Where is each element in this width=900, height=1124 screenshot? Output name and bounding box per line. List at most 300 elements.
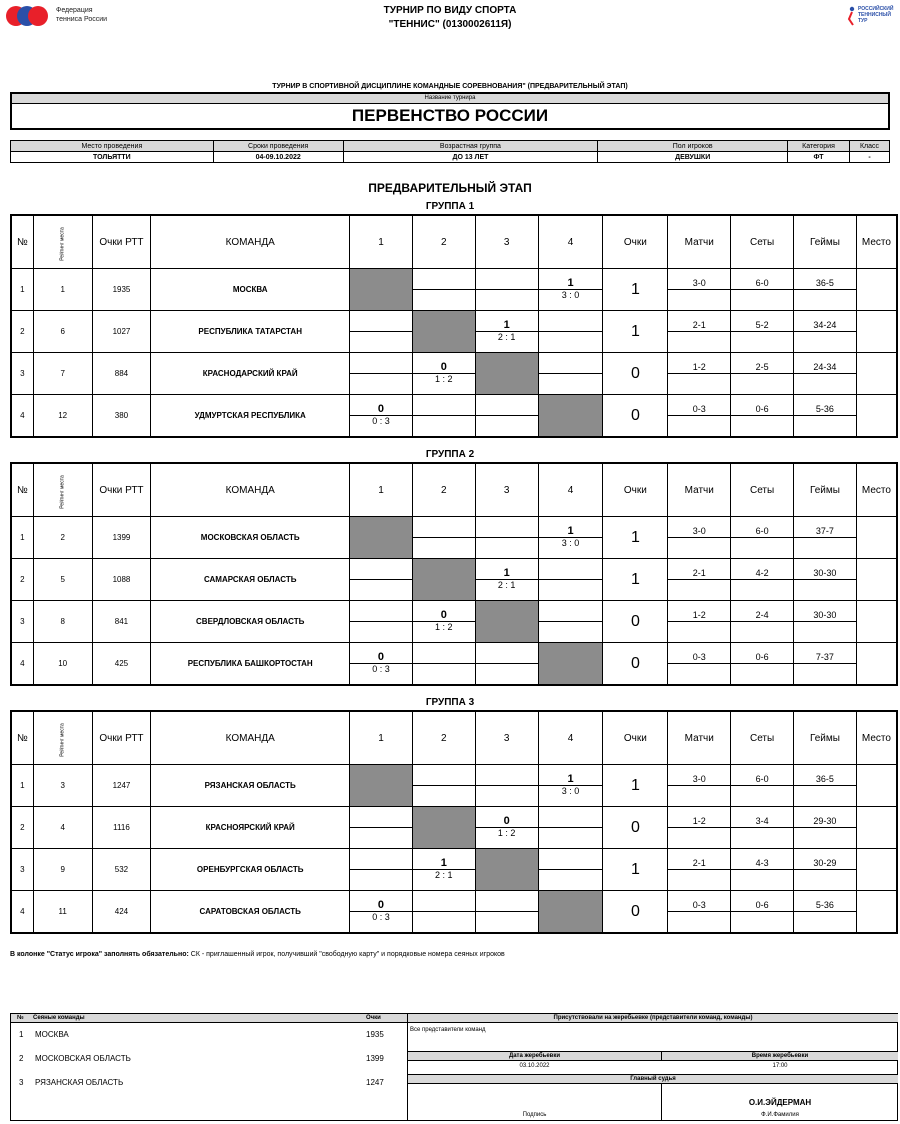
match-result: 0 bbox=[475, 807, 538, 828]
match-score bbox=[475, 786, 538, 807]
empty-cell bbox=[668, 912, 731, 934]
empty-cell bbox=[668, 622, 731, 643]
empty-cell bbox=[731, 290, 794, 311]
logo-line1: Федерация bbox=[56, 7, 93, 14]
empty-cell bbox=[731, 664, 794, 686]
match-score: 2 : 1 bbox=[412, 870, 475, 891]
empty-cell bbox=[668, 786, 731, 807]
row-matches: 2-1 bbox=[668, 849, 731, 870]
empty-cell bbox=[794, 664, 857, 686]
title-line2: "ТЕННИС" (0130002611Я) bbox=[388, 19, 512, 30]
row-seed: 12 bbox=[33, 395, 92, 438]
row-place bbox=[856, 311, 897, 353]
signature-label: Подпись bbox=[522, 1112, 547, 1118]
row-points: 1 bbox=[603, 311, 668, 353]
col-rating-label: Рейтинг места bbox=[59, 226, 66, 261]
col-games: Геймы bbox=[794, 463, 857, 517]
date-value: 03.10.2022 bbox=[519, 1063, 550, 1069]
self-cell bbox=[538, 891, 603, 934]
tennis-player-icon bbox=[845, 6, 857, 26]
match-score bbox=[350, 828, 413, 849]
row-seed: 4 bbox=[33, 807, 92, 849]
rtt-line3: ТУР bbox=[858, 18, 868, 24]
match-score bbox=[538, 828, 603, 849]
group-table bbox=[10, 710, 898, 934]
match-score: 0 : 3 bbox=[350, 416, 413, 438]
col-opponent: 4 bbox=[538, 711, 603, 765]
match-score bbox=[538, 870, 603, 891]
col-opponent: 3 bbox=[475, 711, 538, 765]
group-table bbox=[10, 214, 898, 438]
row-matches: 1-2 bbox=[668, 353, 731, 374]
info-caption: Категория bbox=[788, 141, 850, 152]
row-sets: 0-6 bbox=[731, 643, 794, 664]
tournament-name-box bbox=[10, 92, 890, 130]
table-row bbox=[11, 559, 897, 580]
match-score: 3 : 0 bbox=[538, 786, 603, 807]
row-rtt: 1116 bbox=[92, 807, 151, 849]
row-num: 1 bbox=[11, 517, 33, 559]
match-result bbox=[412, 517, 475, 538]
col-opponent: 2 bbox=[412, 711, 475, 765]
empty-cell bbox=[794, 622, 857, 643]
col-points: Очки bbox=[603, 463, 668, 517]
row-rtt: 532 bbox=[92, 849, 151, 891]
table-row bbox=[11, 807, 897, 828]
row-rtt: 1088 bbox=[92, 559, 151, 601]
row-seed: 7 bbox=[33, 353, 92, 395]
seed-team: РЯЗАНСКАЯ ОБЛАСТЬ bbox=[35, 1078, 124, 1087]
row-seed: 8 bbox=[33, 601, 92, 643]
info-caption: Сроки проведения bbox=[213, 141, 343, 152]
match-score: 3 : 0 bbox=[538, 290, 603, 311]
col-rating bbox=[33, 215, 92, 269]
match-score bbox=[412, 416, 475, 438]
match-score: 1 : 2 bbox=[475, 828, 538, 849]
row-points: 0 bbox=[603, 891, 668, 934]
match-result bbox=[475, 765, 538, 786]
match-result bbox=[412, 765, 475, 786]
seed-team: МОСКОВСКАЯ ОБЛАСТЬ bbox=[35, 1054, 131, 1063]
group-title: ГРУППА 1 bbox=[425, 201, 475, 212]
match-result: 1 bbox=[538, 269, 603, 290]
rtt-logo bbox=[845, 4, 895, 30]
row-place bbox=[856, 395, 897, 438]
present-text: Все представители команд bbox=[410, 1027, 486, 1033]
col-points: Очки bbox=[603, 711, 668, 765]
info-value: ДЕВУШКИ bbox=[598, 152, 788, 163]
row-team: КРАСНОЯРСКИЙ КРАЙ bbox=[151, 807, 350, 849]
col-sets: Сеты bbox=[731, 215, 794, 269]
row-matches: 3-0 bbox=[668, 765, 731, 786]
row-games: 34-24 bbox=[794, 311, 857, 332]
seeded-teams bbox=[11, 1014, 407, 1095]
match-result: 0 bbox=[350, 395, 413, 416]
row-matches: 2-1 bbox=[668, 311, 731, 332]
row-place bbox=[856, 765, 897, 807]
row-sets: 6-0 bbox=[731, 269, 794, 290]
row-team: ОРЕНБУРГСКАЯ ОБЛАСТЬ bbox=[151, 849, 350, 891]
row-team: МОСКОВСКАЯ ОБЛАСТЬ bbox=[151, 517, 350, 559]
row-team: УДМУРТСКАЯ РЕСПУБЛИКА bbox=[151, 395, 350, 438]
match-score bbox=[538, 580, 603, 601]
row-place bbox=[856, 807, 897, 849]
title-line1: ТУРНИР ПО ВИДУ СПОРТА bbox=[383, 5, 517, 16]
empty-cell bbox=[731, 912, 794, 934]
group-title: ГРУППА 3 bbox=[425, 697, 475, 708]
self-cell bbox=[538, 395, 603, 438]
referee-sub: Ф.И.Фамилия bbox=[761, 1112, 799, 1118]
info-value: ДО 13 ЛЕТ bbox=[343, 152, 598, 163]
row-sets: 6-0 bbox=[731, 765, 794, 786]
empty-cell bbox=[668, 290, 731, 311]
match-result bbox=[475, 269, 538, 290]
row-num: 2 bbox=[11, 559, 33, 601]
table-row bbox=[11, 643, 897, 664]
match-score bbox=[412, 290, 475, 311]
col-matches: Матчи bbox=[668, 711, 731, 765]
info-value: - bbox=[850, 152, 890, 163]
row-points: 0 bbox=[603, 395, 668, 438]
table-row bbox=[11, 601, 897, 622]
col-opponent: 2 bbox=[412, 215, 475, 269]
empty-cell bbox=[794, 828, 857, 849]
col-num: № bbox=[11, 711, 33, 765]
note-text: СК - приглашенный игрок, получивший "свободную карту" и порядковые номера сеяных игроков bbox=[190, 951, 505, 958]
empty-cell bbox=[794, 580, 857, 601]
info-value: ФТ bbox=[788, 152, 850, 163]
row-sets: 2-4 bbox=[731, 601, 794, 622]
row-points: 0 bbox=[603, 807, 668, 849]
seed-row bbox=[11, 1071, 407, 1095]
match-result bbox=[538, 311, 603, 332]
table-row bbox=[11, 765, 897, 786]
col-sets: Сеты bbox=[731, 711, 794, 765]
row-team: РЕСПУБЛИКА БАШКОРТОСТАН bbox=[151, 643, 350, 686]
seed-team-caption: Сеяные команды bbox=[33, 1015, 85, 1021]
col-place: Место bbox=[856, 215, 897, 269]
col-place: Место bbox=[856, 711, 897, 765]
row-team: МОСКВА bbox=[151, 269, 350, 311]
time-caption: Время жеребьевки bbox=[662, 1051, 898, 1061]
info-caption: Пол игроков bbox=[598, 141, 788, 152]
referee-caption: Главный судья bbox=[408, 1074, 898, 1084]
match-result: 1 bbox=[475, 311, 538, 332]
row-num: 4 bbox=[11, 643, 33, 686]
match-result bbox=[475, 395, 538, 416]
row-team: СВЕРДЛОВСКАЯ ОБЛАСТЬ bbox=[151, 601, 350, 643]
match-result: 0 bbox=[412, 601, 475, 622]
row-place bbox=[856, 269, 897, 311]
row-seed: 9 bbox=[33, 849, 92, 891]
col-rtt: Очки РТТ bbox=[92, 463, 151, 517]
col-team: КОМАНДА bbox=[151, 463, 350, 517]
info-caption: Возрастная группа bbox=[343, 141, 598, 152]
rtt-line2: ТЕННИСНЫЙ bbox=[858, 12, 891, 18]
row-games: 24-34 bbox=[794, 353, 857, 374]
row-rtt: 1027 bbox=[92, 311, 151, 353]
row-sets: 6-0 bbox=[731, 517, 794, 538]
seed-points: 1247 bbox=[366, 1078, 384, 1087]
row-points: 0 bbox=[603, 601, 668, 643]
row-seed: 6 bbox=[33, 311, 92, 353]
empty-cell bbox=[794, 786, 857, 807]
row-num: 3 bbox=[11, 601, 33, 643]
col-num: № bbox=[11, 463, 33, 517]
row-place bbox=[856, 643, 897, 686]
seed-num: 1 bbox=[19, 1030, 24, 1039]
group-title: ГРУППА 2 bbox=[425, 449, 475, 460]
row-games: 30-30 bbox=[794, 559, 857, 580]
referee-name: О.И.ЭЙДЕРМАН bbox=[748, 1098, 812, 1107]
row-seed: 3 bbox=[33, 765, 92, 807]
col-opponent: 2 bbox=[412, 463, 475, 517]
self-cell bbox=[412, 807, 475, 849]
row-matches: 1-2 bbox=[668, 601, 731, 622]
draw-panel bbox=[407, 1014, 898, 1120]
row-games: 30-29 bbox=[794, 849, 857, 870]
row-rtt: 424 bbox=[92, 891, 151, 934]
row-seed: 2 bbox=[33, 517, 92, 559]
empty-cell bbox=[731, 622, 794, 643]
empty-cell bbox=[794, 912, 857, 934]
empty-cell bbox=[668, 374, 731, 395]
col-team: КОМАНДА bbox=[151, 215, 350, 269]
col-opponent: 1 bbox=[350, 711, 413, 765]
row-num: 4 bbox=[11, 395, 33, 438]
match-result bbox=[538, 353, 603, 374]
match-result bbox=[538, 601, 603, 622]
empty-cell bbox=[668, 870, 731, 891]
self-cell bbox=[350, 269, 413, 311]
col-games: Геймы bbox=[794, 711, 857, 765]
seed-num-caption: № bbox=[17, 1015, 24, 1021]
row-sets: 0-6 bbox=[731, 891, 794, 912]
col-place: Место bbox=[856, 463, 897, 517]
seed-points-caption: Очки bbox=[366, 1015, 381, 1021]
row-place bbox=[856, 601, 897, 643]
row-sets: 2-5 bbox=[731, 353, 794, 374]
row-place bbox=[856, 891, 897, 934]
col-matches: Матчи bbox=[668, 463, 731, 517]
match-result bbox=[350, 601, 413, 622]
row-rtt: 1399 bbox=[92, 517, 151, 559]
seed-points: 1935 bbox=[366, 1030, 384, 1039]
col-opponent: 1 bbox=[350, 463, 413, 517]
date-caption: Дата жеребьевки bbox=[408, 1051, 662, 1061]
row-games: 37-7 bbox=[794, 517, 857, 538]
match-result bbox=[412, 269, 475, 290]
match-score: 1 : 2 bbox=[412, 622, 475, 643]
discipline-subtitle: ТУРНИР В СПОРТИВНОЙ ДИСЦИПЛИНЕ КОМАНДНЫЕ СОРЕВНОВАНИЯ" (ПРЕДВАРИТЕЛЬНЫЙ ЭТАП) bbox=[272, 83, 628, 90]
seed-team: МОСКВА bbox=[35, 1030, 69, 1039]
empty-cell bbox=[731, 416, 794, 438]
seed-row bbox=[11, 1023, 407, 1047]
row-rtt: 1935 bbox=[92, 269, 151, 311]
self-cell bbox=[350, 765, 413, 807]
row-place bbox=[856, 517, 897, 559]
info-value: 04-09.10.2022 bbox=[213, 152, 343, 163]
row-team: КРАСНОДАРСКИЙ КРАЙ bbox=[151, 353, 350, 395]
match-score bbox=[475, 664, 538, 686]
row-num: 3 bbox=[11, 353, 33, 395]
empty-cell bbox=[731, 538, 794, 559]
time-value: 17:00 bbox=[772, 1063, 788, 1069]
match-result bbox=[538, 849, 603, 870]
logo-line2: тенниса России bbox=[56, 16, 108, 23]
match-result: 1 bbox=[538, 517, 603, 538]
self-cell bbox=[475, 601, 538, 643]
row-matches: 3-0 bbox=[668, 517, 731, 538]
self-cell bbox=[412, 559, 475, 601]
row-games: 36-5 bbox=[794, 269, 857, 290]
empty-cell bbox=[731, 828, 794, 849]
stage-title: ПРЕДВАРИТЕЛЬНЫЙ ЭТАП bbox=[368, 181, 532, 195]
match-score bbox=[475, 416, 538, 438]
match-result bbox=[350, 353, 413, 374]
match-score: 0 : 3 bbox=[350, 664, 413, 686]
row-num: 1 bbox=[11, 765, 33, 807]
status-note bbox=[10, 951, 890, 958]
match-score: 3 : 0 bbox=[538, 538, 603, 559]
row-place bbox=[856, 849, 897, 891]
self-cell bbox=[538, 643, 603, 686]
row-place bbox=[856, 559, 897, 601]
match-score bbox=[538, 332, 603, 353]
document-title bbox=[250, 4, 650, 32]
col-opponent: 4 bbox=[538, 215, 603, 269]
row-points: 1 bbox=[603, 849, 668, 891]
match-result bbox=[412, 643, 475, 664]
empty-cell bbox=[731, 332, 794, 353]
col-team: КОМАНДА bbox=[151, 711, 350, 765]
empty-cell bbox=[668, 664, 731, 686]
row-games: 30-30 bbox=[794, 601, 857, 622]
match-result bbox=[538, 807, 603, 828]
match-result: 1 bbox=[538, 765, 603, 786]
match-result bbox=[412, 395, 475, 416]
match-score bbox=[538, 374, 603, 395]
self-cell bbox=[350, 517, 413, 559]
row-place bbox=[856, 353, 897, 395]
match-result: 0 bbox=[350, 643, 413, 664]
self-cell bbox=[475, 353, 538, 395]
row-matches: 3-0 bbox=[668, 269, 731, 290]
row-sets: 5-2 bbox=[731, 311, 794, 332]
row-games: 5-36 bbox=[794, 395, 857, 416]
empty-cell bbox=[794, 870, 857, 891]
col-rtt: Очки РТТ bbox=[92, 215, 151, 269]
row-points: 0 bbox=[603, 353, 668, 395]
tournament-name-caption: Название турнира bbox=[12, 94, 888, 104]
match-score bbox=[412, 912, 475, 934]
table-row bbox=[11, 517, 897, 538]
row-rtt: 1247 bbox=[92, 765, 151, 807]
row-points: 0 bbox=[603, 643, 668, 686]
row-rtt: 425 bbox=[92, 643, 151, 686]
info-table bbox=[10, 140, 890, 163]
match-result bbox=[412, 891, 475, 912]
match-score bbox=[475, 538, 538, 559]
table-row bbox=[11, 269, 897, 290]
empty-cell bbox=[668, 332, 731, 353]
group-table bbox=[10, 462, 898, 686]
table-row bbox=[11, 353, 897, 374]
match-score bbox=[475, 290, 538, 311]
match-score bbox=[412, 786, 475, 807]
table-row bbox=[11, 395, 897, 416]
col-rating-label: Рейтинг места bbox=[59, 474, 66, 509]
match-score bbox=[412, 538, 475, 559]
empty-cell bbox=[794, 538, 857, 559]
row-sets: 4-2 bbox=[731, 559, 794, 580]
row-rtt: 841 bbox=[92, 601, 151, 643]
match-result bbox=[475, 517, 538, 538]
row-team: РЯЗАНСКАЯ ОБЛАСТЬ bbox=[151, 765, 350, 807]
match-result bbox=[475, 643, 538, 664]
rtt-line1: РОССИЙСКИЙ bbox=[858, 6, 894, 12]
match-score bbox=[350, 374, 413, 395]
seed-num: 3 bbox=[19, 1078, 24, 1087]
col-rating bbox=[33, 711, 92, 765]
row-seed: 5 bbox=[33, 559, 92, 601]
col-points: Очки bbox=[603, 215, 668, 269]
match-result: 1 bbox=[475, 559, 538, 580]
match-score bbox=[350, 332, 413, 353]
empty-cell bbox=[794, 332, 857, 353]
col-games: Геймы bbox=[794, 215, 857, 269]
seed-points: 1399 bbox=[366, 1054, 384, 1063]
row-games: 5-36 bbox=[794, 891, 857, 912]
row-matches: 0-3 bbox=[668, 891, 731, 912]
row-sets: 0-6 bbox=[731, 395, 794, 416]
present-caption: Присутствовали на жеребьевке (представители команд, команды) bbox=[408, 1013, 898, 1023]
empty-cell bbox=[794, 290, 857, 311]
row-rtt: 884 bbox=[92, 353, 151, 395]
info-caption: Место проведения bbox=[11, 141, 214, 152]
empty-cell bbox=[668, 828, 731, 849]
row-rtt: 380 bbox=[92, 395, 151, 438]
col-opponent: 4 bbox=[538, 463, 603, 517]
info-caption: Класс bbox=[850, 141, 890, 152]
match-score: 1 : 2 bbox=[412, 374, 475, 395]
row-points: 1 bbox=[603, 269, 668, 311]
empty-cell bbox=[668, 416, 731, 438]
row-matches: 0-3 bbox=[668, 643, 731, 664]
row-matches: 0-3 bbox=[668, 395, 731, 416]
col-rating bbox=[33, 463, 92, 517]
empty-cell bbox=[668, 538, 731, 559]
match-score bbox=[350, 622, 413, 643]
col-opponent: 1 bbox=[350, 215, 413, 269]
draw-info-block bbox=[10, 1013, 898, 1121]
seed-num: 2 bbox=[19, 1054, 24, 1063]
row-team: САМАРСКАЯ ОБЛАСТЬ bbox=[151, 559, 350, 601]
row-matches: 2-1 bbox=[668, 559, 731, 580]
col-rtt: Очки РТТ bbox=[92, 711, 151, 765]
match-result bbox=[350, 311, 413, 332]
row-sets: 4-3 bbox=[731, 849, 794, 870]
empty-cell bbox=[668, 580, 731, 601]
info-value: ТОЛЬЯТТИ bbox=[11, 152, 214, 163]
empty-cell bbox=[731, 870, 794, 891]
match-result: 1 bbox=[412, 849, 475, 870]
match-score: 0 : 3 bbox=[350, 912, 413, 934]
col-matches: Матчи bbox=[668, 215, 731, 269]
table-row bbox=[11, 849, 897, 870]
row-seed: 10 bbox=[33, 643, 92, 686]
match-result bbox=[475, 891, 538, 912]
